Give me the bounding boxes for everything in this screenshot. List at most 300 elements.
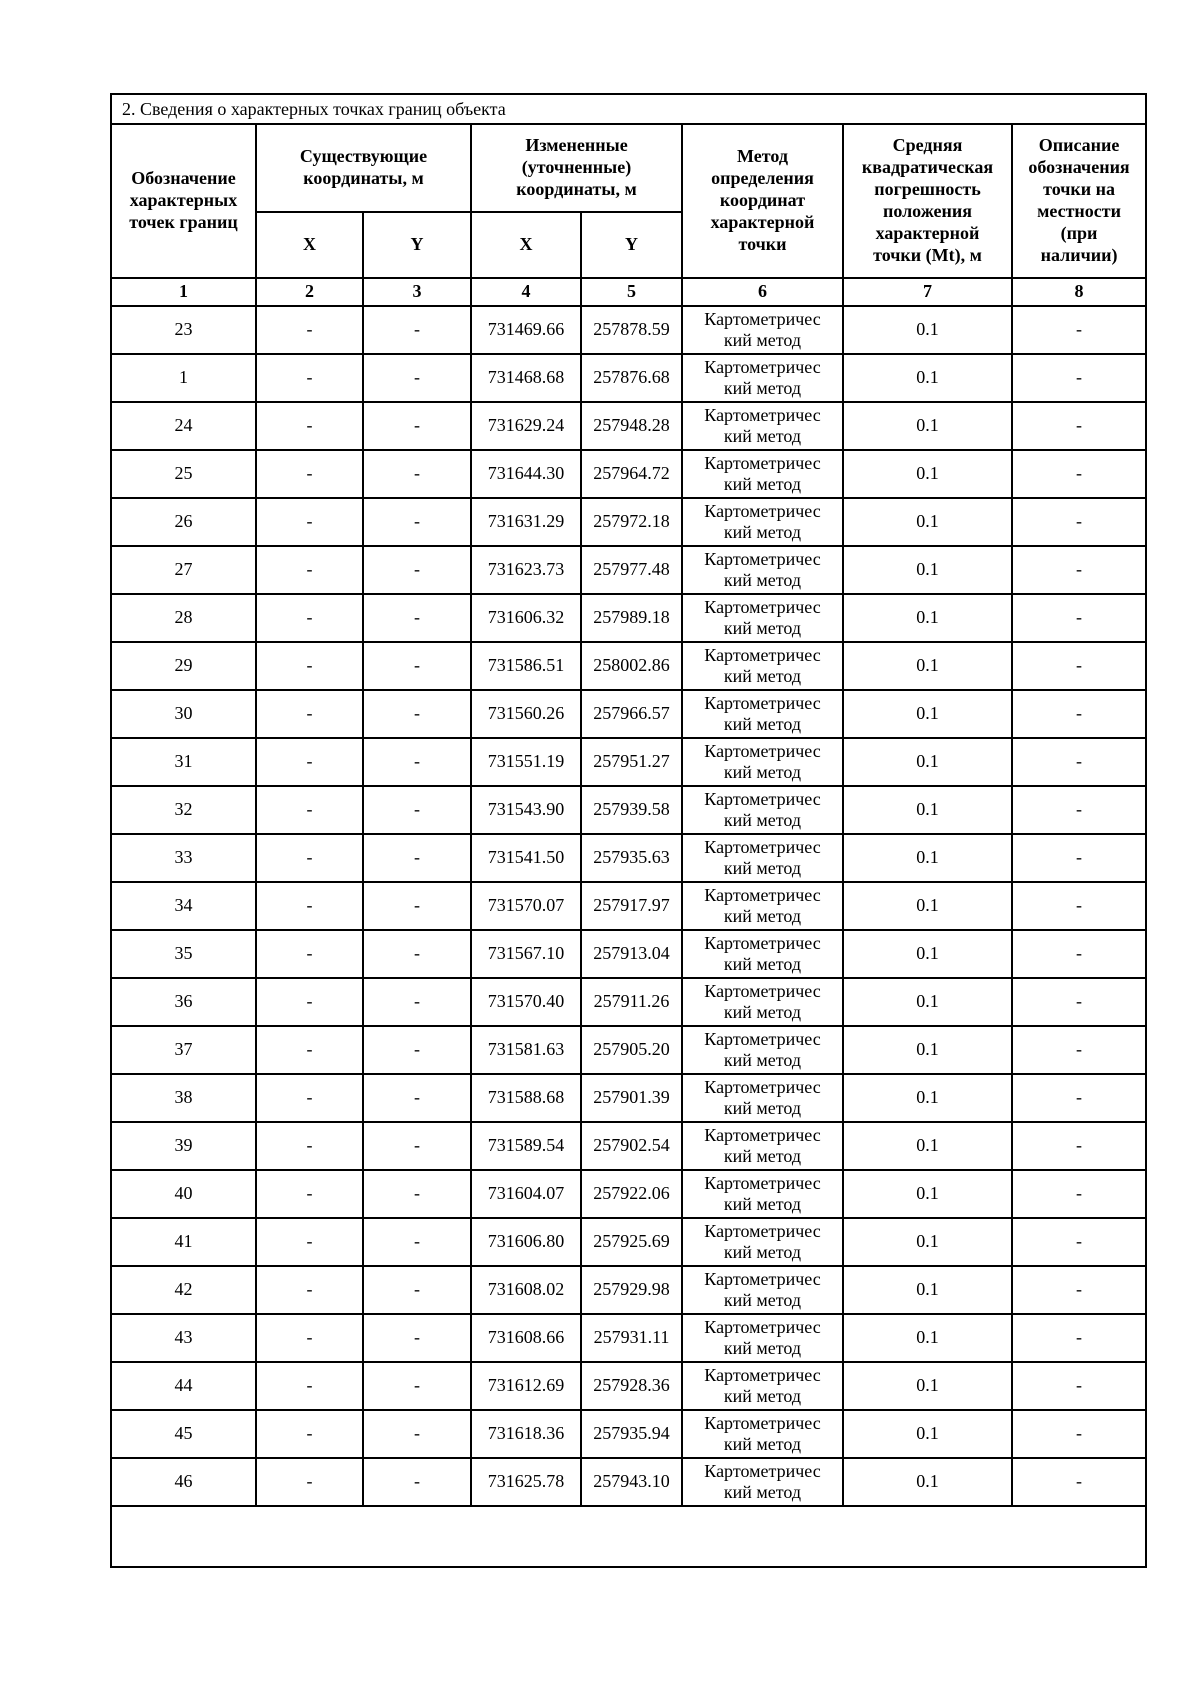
cell-existing-y: - xyxy=(363,882,471,930)
cell-existing-x: - xyxy=(256,930,363,978)
cell-existing-y: - xyxy=(363,978,471,1026)
cell-changed-x: 731567.10 xyxy=(471,930,581,978)
cell-description: - xyxy=(1012,834,1146,882)
cell-description: - xyxy=(1012,306,1146,354)
cell-method-line2: кий метод xyxy=(723,474,802,494)
cell-description: - xyxy=(1012,786,1146,834)
cell-changed-y: 257943.10 xyxy=(581,1458,682,1506)
cell-description: - xyxy=(1012,690,1146,738)
cell-description: - xyxy=(1012,402,1146,450)
header-changed-y: Y xyxy=(581,212,682,278)
cell-mt-error: 0.1 xyxy=(843,1362,1012,1410)
cell-method-line2: кий метод xyxy=(723,762,802,782)
cell-changed-x: 731629.24 xyxy=(471,402,581,450)
cell-method-line1: Картометричес xyxy=(704,836,821,857)
column-number-4: 4 xyxy=(471,278,581,306)
cell-existing-y: - xyxy=(363,738,471,786)
table-row xyxy=(111,1122,1146,1170)
cell-changed-x: 731618.36 xyxy=(471,1410,581,1458)
cell-mt-error: 0.1 xyxy=(843,690,1012,738)
boundary-points-table xyxy=(110,93,1147,1568)
cell-method-line2: кий метод xyxy=(723,1386,802,1406)
cell-method xyxy=(682,1362,843,1410)
cell-mt-error: 0.1 xyxy=(843,1410,1012,1458)
cell-existing-y: - xyxy=(363,690,471,738)
header-row-groups xyxy=(111,124,1146,212)
cell-description: - xyxy=(1012,1170,1146,1218)
cell-description: - xyxy=(1012,978,1146,1026)
cell-changed-x: 731468.68 xyxy=(471,354,581,402)
cell-method-line2: кий метод xyxy=(723,618,802,638)
cell-existing-y: - xyxy=(363,1266,471,1314)
cell-existing-y: - xyxy=(363,1362,471,1410)
cell-method xyxy=(682,1314,843,1362)
cell-point-number: 40 xyxy=(111,1170,256,1218)
cell-changed-y: 257977.48 xyxy=(581,546,682,594)
cell-existing-x: - xyxy=(256,546,363,594)
cell-existing-y: - xyxy=(363,1218,471,1266)
cell-method xyxy=(682,882,843,930)
cell-changed-x: 731551.19 xyxy=(471,738,581,786)
cell-changed-y: 257972.18 xyxy=(581,498,682,546)
header-changed-x: X xyxy=(471,212,581,278)
cell-method-line2: кий метод xyxy=(723,858,802,878)
cell-existing-x: - xyxy=(256,1458,363,1506)
cell-changed-x: 731543.90 xyxy=(471,786,581,834)
cell-changed-x: 731469.66 xyxy=(471,306,581,354)
cell-changed-x: 731625.78 xyxy=(471,1458,581,1506)
cell-method xyxy=(682,1218,843,1266)
cell-existing-x: - xyxy=(256,642,363,690)
cell-method-line2: кий метод xyxy=(723,810,802,830)
cell-changed-y: 257913.04 xyxy=(581,930,682,978)
cell-existing-x: - xyxy=(256,450,363,498)
cell-mt-error: 0.1 xyxy=(843,1266,1012,1314)
cell-changed-x: 731623.73 xyxy=(471,546,581,594)
cell-mt-error: 0.1 xyxy=(843,594,1012,642)
header-method xyxy=(682,124,843,278)
table-row xyxy=(111,594,1146,642)
cell-method-line1: Картометричес xyxy=(704,1172,821,1193)
cell-existing-x: - xyxy=(256,1026,363,1074)
cell-method xyxy=(682,354,843,402)
cell-point-number: 26 xyxy=(111,498,256,546)
cell-point-number: 44 xyxy=(111,1362,256,1410)
cell-changed-x: 731606.32 xyxy=(471,594,581,642)
header-changed-coordinates: Измененные (уточненные) координаты, м xyxy=(471,124,682,212)
cell-point-number: 1 xyxy=(111,354,256,402)
cell-mt-error: 0.1 xyxy=(843,738,1012,786)
cell-point-number: 43 xyxy=(111,1314,256,1362)
cell-changed-y: 257939.58 xyxy=(581,786,682,834)
cell-method-line1: Картометричес xyxy=(704,1028,821,1049)
cell-mt-error: 0.1 xyxy=(843,546,1012,594)
header-error xyxy=(843,124,1012,278)
column-number-8: 8 xyxy=(1012,278,1146,306)
column-number-1: 1 xyxy=(111,278,256,306)
cell-method-line2: кий метод xyxy=(723,1194,802,1214)
cell-method xyxy=(682,594,843,642)
cell-method-line1: Картометричес xyxy=(704,452,821,473)
cell-changed-x: 731560.26 xyxy=(471,690,581,738)
cell-changed-y: 257922.06 xyxy=(581,1170,682,1218)
cell-method xyxy=(682,1122,843,1170)
cell-method-line1: Картометричес xyxy=(704,404,821,425)
cell-existing-x: - xyxy=(256,1314,363,1362)
cell-point-number: 30 xyxy=(111,690,256,738)
cell-method xyxy=(682,546,843,594)
cell-description: - xyxy=(1012,882,1146,930)
table-row xyxy=(111,1026,1146,1074)
table-row xyxy=(111,1362,1146,1410)
table-row xyxy=(111,1314,1146,1362)
cell-point-number: 29 xyxy=(111,642,256,690)
cell-point-number: 27 xyxy=(111,546,256,594)
cell-method-line1: Картометричес xyxy=(704,1076,821,1097)
cell-method-line1: Картометричес xyxy=(704,740,821,761)
cell-description: - xyxy=(1012,1074,1146,1122)
column-number-3: 3 xyxy=(363,278,471,306)
cell-mt-error: 0.1 xyxy=(843,834,1012,882)
cell-existing-x: - xyxy=(256,1074,363,1122)
cell-changed-y: 257989.18 xyxy=(581,594,682,642)
cell-point-number: 37 xyxy=(111,1026,256,1074)
table-row xyxy=(111,690,1146,738)
header-method-label: Метод определения координат характерной точки xyxy=(710,146,815,254)
cell-description: - xyxy=(1012,354,1146,402)
cell-description: - xyxy=(1012,1122,1146,1170)
cell-mt-error: 0.1 xyxy=(843,450,1012,498)
cell-changed-y: 257948.28 xyxy=(581,402,682,450)
table-row xyxy=(111,354,1146,402)
column-number-6: 6 xyxy=(682,278,843,306)
cell-method xyxy=(682,498,843,546)
cell-description: - xyxy=(1012,1026,1146,1074)
cell-method-line2: кий метод xyxy=(723,906,802,926)
cell-changed-y: 257917.97 xyxy=(581,882,682,930)
cell-point-number: 25 xyxy=(111,450,256,498)
cell-point-number: 46 xyxy=(111,1458,256,1506)
header-existing-coordinates: Существующие координаты, м xyxy=(256,124,471,212)
cell-mt-error: 0.1 xyxy=(843,882,1012,930)
table-row xyxy=(111,1458,1146,1506)
cell-existing-x: - xyxy=(256,498,363,546)
cell-method-line2: кий метод xyxy=(723,1242,802,1262)
cell-changed-y: 257935.94 xyxy=(581,1410,682,1458)
cell-method-line1: Картометричес xyxy=(704,500,821,521)
cell-existing-x: - xyxy=(256,594,363,642)
cell-point-number: 39 xyxy=(111,1122,256,1170)
header-point-designation-label: Обозначение характерных точек границ xyxy=(129,168,238,232)
cell-method-line1: Картометричес xyxy=(704,884,821,905)
cell-method xyxy=(682,1266,843,1314)
column-number-5: 5 xyxy=(581,278,682,306)
cell-description: - xyxy=(1012,738,1146,786)
cell-existing-y: - xyxy=(363,1074,471,1122)
cell-description: - xyxy=(1012,498,1146,546)
table-row xyxy=(111,1266,1146,1314)
cell-mt-error: 0.1 xyxy=(843,402,1012,450)
cell-existing-x: - xyxy=(256,306,363,354)
cell-changed-y: 257878.59 xyxy=(581,306,682,354)
cell-method-line2: кий метод xyxy=(723,426,802,446)
cell-existing-x: - xyxy=(256,690,363,738)
cell-changed-y: 257951.27 xyxy=(581,738,682,786)
cell-point-number: 38 xyxy=(111,1074,256,1122)
cell-method-line1: Картометричес xyxy=(704,644,821,665)
cell-method-line2: кий метод xyxy=(723,1434,802,1454)
table-row xyxy=(111,1410,1146,1458)
header-description-label: Описание обозначения точки на местности (при наличии) xyxy=(1028,135,1130,265)
cell-existing-x: - xyxy=(256,1410,363,1458)
header-description xyxy=(1012,124,1146,278)
cell-existing-y: - xyxy=(363,642,471,690)
cell-existing-x: - xyxy=(256,978,363,1026)
cell-method-line1: Картометричес xyxy=(704,596,821,617)
cell-existing-x: - xyxy=(256,1170,363,1218)
cell-changed-x: 731588.68 xyxy=(471,1074,581,1122)
cell-existing-y: - xyxy=(363,1314,471,1362)
cell-changed-x: 731608.66 xyxy=(471,1314,581,1362)
cell-method-line1: Картометричес xyxy=(704,980,821,1001)
cell-point-number: 23 xyxy=(111,306,256,354)
cell-point-number: 28 xyxy=(111,594,256,642)
cell-mt-error: 0.1 xyxy=(843,1458,1012,1506)
cell-changed-x: 731606.80 xyxy=(471,1218,581,1266)
cell-mt-error: 0.1 xyxy=(843,642,1012,690)
cell-description: - xyxy=(1012,594,1146,642)
cell-method xyxy=(682,1458,843,1506)
cell-changed-y: 257928.36 xyxy=(581,1362,682,1410)
cell-method xyxy=(682,642,843,690)
header-error-label: Средняя квадратическая погрешность положения характерной точки (Mt), м xyxy=(861,135,994,265)
cell-method xyxy=(682,1410,843,1458)
cell-method-line2: кий метод xyxy=(723,954,802,974)
cell-mt-error: 0.1 xyxy=(843,1026,1012,1074)
cell-method xyxy=(682,1170,843,1218)
cell-existing-y: - xyxy=(363,1410,471,1458)
table-row xyxy=(111,402,1146,450)
cell-method-line2: кий метод xyxy=(723,570,802,590)
cell-mt-error: 0.1 xyxy=(843,1314,1012,1362)
cell-mt-error: 0.1 xyxy=(843,498,1012,546)
column-number-7: 7 xyxy=(843,278,1012,306)
cell-point-number: 24 xyxy=(111,402,256,450)
cell-mt-error: 0.1 xyxy=(843,1122,1012,1170)
table-row xyxy=(111,786,1146,834)
cell-method-line2: кий метод xyxy=(723,1482,802,1502)
cell-mt-error: 0.1 xyxy=(843,1170,1012,1218)
table-row xyxy=(111,930,1146,978)
cell-changed-x: 731570.07 xyxy=(471,882,581,930)
table-row xyxy=(111,738,1146,786)
cell-existing-y: - xyxy=(363,306,471,354)
header-point-designation xyxy=(111,124,256,278)
cell-existing-x: - xyxy=(256,1266,363,1314)
cell-changed-x: 731589.54 xyxy=(471,1122,581,1170)
cell-point-number: 41 xyxy=(111,1218,256,1266)
table-row xyxy=(111,978,1146,1026)
cell-changed-y: 258002.86 xyxy=(581,642,682,690)
table-row xyxy=(111,450,1146,498)
cell-description: - xyxy=(1012,642,1146,690)
cell-changed-y: 257966.57 xyxy=(581,690,682,738)
cell-existing-y: - xyxy=(363,1170,471,1218)
table-row xyxy=(111,1218,1146,1266)
cell-changed-x: 731604.07 xyxy=(471,1170,581,1218)
cell-changed-y: 257929.98 xyxy=(581,1266,682,1314)
header-row-numbers xyxy=(111,278,1146,306)
cell-existing-x: - xyxy=(256,1218,363,1266)
table-row xyxy=(111,306,1146,354)
cell-point-number: 45 xyxy=(111,1410,256,1458)
cell-method-line1: Картометричес xyxy=(704,308,821,329)
cell-existing-x: - xyxy=(256,1362,363,1410)
cell-method-line1: Картометричес xyxy=(704,1316,821,1337)
cell-method xyxy=(682,978,843,1026)
cell-method-line2: кий метод xyxy=(723,522,802,542)
cell-method-line1: Картометричес xyxy=(704,1124,821,1145)
cell-point-number: 42 xyxy=(111,1266,256,1314)
cell-existing-y: - xyxy=(363,402,471,450)
empty-footer-row xyxy=(111,1506,1146,1567)
cell-description: - xyxy=(1012,546,1146,594)
section-title-row xyxy=(111,94,1146,124)
table-row xyxy=(111,498,1146,546)
cell-description: - xyxy=(1012,1410,1146,1458)
cell-method xyxy=(682,786,843,834)
cell-method xyxy=(682,738,843,786)
table-row xyxy=(111,1074,1146,1122)
cell-existing-y: - xyxy=(363,930,471,978)
cell-description: - xyxy=(1012,1458,1146,1506)
cell-method-line2: кий метод xyxy=(723,1098,802,1118)
cell-description: - xyxy=(1012,1314,1146,1362)
cell-existing-x: - xyxy=(256,786,363,834)
cell-changed-x: 731570.40 xyxy=(471,978,581,1026)
cell-method-line2: кий метод xyxy=(723,1146,802,1166)
cell-existing-y: - xyxy=(363,1458,471,1506)
cell-method-line2: кий метод xyxy=(723,1290,802,1310)
cell-method-line1: Картометричес xyxy=(704,548,821,569)
cell-method-line1: Картометричес xyxy=(704,1220,821,1241)
cell-existing-y: - xyxy=(363,354,471,402)
cell-existing-y: - xyxy=(363,1026,471,1074)
cell-changed-x: 731586.51 xyxy=(471,642,581,690)
cell-mt-error: 0.1 xyxy=(843,930,1012,978)
cell-description: - xyxy=(1012,450,1146,498)
cell-existing-x: - xyxy=(256,882,363,930)
cell-method-line1: Картометричес xyxy=(704,1364,821,1385)
cell-method-line1: Картометричес xyxy=(704,692,821,713)
table-row xyxy=(111,882,1146,930)
cell-changed-x: 731608.02 xyxy=(471,1266,581,1314)
cell-changed-y: 257935.63 xyxy=(581,834,682,882)
cell-method xyxy=(682,402,843,450)
cell-changed-y: 257931.11 xyxy=(581,1314,682,1362)
cell-existing-y: - xyxy=(363,546,471,594)
cell-existing-y: - xyxy=(363,594,471,642)
cell-changed-y: 257925.69 xyxy=(581,1218,682,1266)
cell-point-number: 33 xyxy=(111,834,256,882)
cell-method xyxy=(682,450,843,498)
cell-method-line2: кий метод xyxy=(723,1002,802,1022)
cell-mt-error: 0.1 xyxy=(843,978,1012,1026)
cell-point-number: 31 xyxy=(111,738,256,786)
cell-mt-error: 0.1 xyxy=(843,786,1012,834)
cell-changed-x: 731631.29 xyxy=(471,498,581,546)
empty-footer-cell xyxy=(111,1506,1146,1567)
cell-existing-x: - xyxy=(256,354,363,402)
cell-method-line2: кий метод xyxy=(723,666,802,686)
cell-mt-error: 0.1 xyxy=(843,354,1012,402)
cell-changed-y: 257901.39 xyxy=(581,1074,682,1122)
header-existing-x: X xyxy=(256,212,363,278)
cell-method-line2: кий метод xyxy=(723,714,802,734)
cell-method xyxy=(682,1026,843,1074)
cell-changed-y: 257905.20 xyxy=(581,1026,682,1074)
table-row xyxy=(111,1170,1146,1218)
table-row xyxy=(111,642,1146,690)
cell-description: - xyxy=(1012,1266,1146,1314)
cell-changed-y: 257964.72 xyxy=(581,450,682,498)
cell-method-line2: кий метод xyxy=(723,378,802,398)
cell-changed-x: 731541.50 xyxy=(471,834,581,882)
cell-method-line1: Картометричес xyxy=(704,1460,821,1481)
cell-existing-x: - xyxy=(256,402,363,450)
cell-point-number: 35 xyxy=(111,930,256,978)
cell-method-line2: кий метод xyxy=(723,1050,802,1070)
table-body xyxy=(111,306,1146,1506)
cell-point-number: 34 xyxy=(111,882,256,930)
cell-method-line1: Картометричес xyxy=(704,356,821,377)
header-existing-y: Y xyxy=(363,212,471,278)
cell-existing-x: - xyxy=(256,1122,363,1170)
cell-mt-error: 0.1 xyxy=(843,1074,1012,1122)
cell-changed-x: 731612.69 xyxy=(471,1362,581,1410)
cell-method xyxy=(682,834,843,882)
cell-description: - xyxy=(1012,930,1146,978)
cell-method-line1: Картометричес xyxy=(704,1268,821,1289)
cell-description: - xyxy=(1012,1362,1146,1410)
cell-mt-error: 0.1 xyxy=(843,306,1012,354)
cell-existing-y: - xyxy=(363,786,471,834)
cell-existing-y: - xyxy=(363,450,471,498)
cell-existing-x: - xyxy=(256,738,363,786)
cell-description: - xyxy=(1012,1218,1146,1266)
cell-method xyxy=(682,306,843,354)
cell-method-line1: Картометричес xyxy=(704,1412,821,1433)
cell-existing-x: - xyxy=(256,834,363,882)
section-title: 2. Сведения о характерных точках границ объекта xyxy=(111,94,1146,124)
cell-existing-y: - xyxy=(363,834,471,882)
cell-method-line2: кий метод xyxy=(723,330,802,350)
table-row xyxy=(111,546,1146,594)
cell-changed-x: 731644.30 xyxy=(471,450,581,498)
cell-method-line1: Картометричес xyxy=(704,788,821,809)
cell-mt-error: 0.1 xyxy=(843,1218,1012,1266)
cell-method xyxy=(682,930,843,978)
table-row xyxy=(111,834,1146,882)
cell-changed-y: 257911.26 xyxy=(581,978,682,1026)
cell-changed-x: 731581.63 xyxy=(471,1026,581,1074)
cell-changed-y: 257876.68 xyxy=(581,354,682,402)
cell-point-number: 32 xyxy=(111,786,256,834)
cell-existing-y: - xyxy=(363,1122,471,1170)
cell-method-line2: кий метод xyxy=(723,1338,802,1358)
column-number-2: 2 xyxy=(256,278,363,306)
cell-method-line1: Картометричес xyxy=(704,932,821,953)
